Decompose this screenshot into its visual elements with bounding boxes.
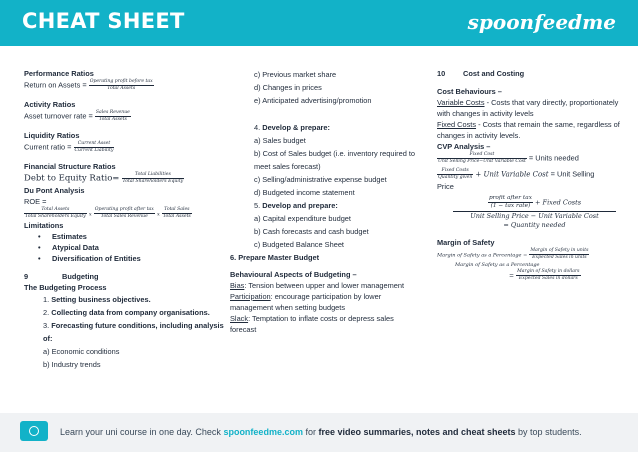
header-banner [0, 0, 638, 46]
step-4d: d) Budgeted income statement [254, 188, 355, 197]
activity-heading: Activity Ratios [24, 100, 76, 109]
step-4c: c) Selling/administrative expense budget [254, 175, 387, 184]
column-3 [437, 68, 622, 282]
mos-formula-2-label: Margin of Safety as a Percentage [455, 262, 540, 269]
step-1: 1. Setting business objectives. [43, 295, 151, 305]
item-c: c) Previous market share [254, 70, 337, 79]
limitation-item: • Diversification of Entities [24, 253, 224, 264]
participation-text: Participation: encourage participation by lower management when setting budgets [230, 292, 382, 312]
roa-fraction: $\frac{\text{Operating profit before tax}}{\text{Total Assets}}$ [89, 79, 153, 91]
video-icon [20, 421, 48, 441]
dupont-heading: Du Pont Analysis [24, 186, 85, 195]
brand-logo: spoonfeedme [467, 10, 616, 34]
atr-formula: Asset turnover rate = $\frac{\text{Sales Revenue}}{\text{Total Assets}}$ [24, 110, 130, 122]
footer-link[interactable]: spoonfeedme.com [223, 427, 303, 437]
cvp-formula-2: $\frac{\text{Fixed Costs}}{\text{Quantity given}}$ + Unit Variable Cost = Unit Selling [438, 168, 595, 180]
column-1 [24, 68, 224, 371]
step-4: 4. Develop & prepare: [254, 123, 331, 132]
step-5c: c) Budgeted Balance Sheet [254, 240, 344, 249]
slack-text: Slack: Temptation to inflate costs or depress sales forecast [230, 314, 394, 334]
mos-formula-1: Margin of Safety as a Percentage = $\frac{\text{Margin of Safety in units}}{\text{Expected Sales in units}}$ [437, 248, 589, 260]
page-title: CHEAT SHEET [22, 9, 185, 33]
step-3a: a) Economic conditions [43, 347, 120, 357]
column-2 [230, 68, 420, 335]
cost-behaviours-heading: Cost Behaviours – [437, 87, 502, 96]
limitation-item: • Atypical Data [24, 242, 224, 253]
roe-label: ROE = [24, 197, 47, 206]
cvp-formula-1: $\frac{\text{Fixed Cost}}{\text{Unit Selling Price−Unit Variable Cost}}$ = Units needed [438, 152, 579, 164]
margin-of-safety-heading: Margin of Safety [437, 238, 495, 247]
variable-costs-text: Variable Costs - Costs that vary directly, proportionately with changes in activity levels [437, 98, 619, 118]
fixed-costs-text: Fixed Costs - Costs that remain the same, regardless of changes in activity levels. [437, 120, 620, 140]
step-4b: b) Cost of Sales budget (i.e. inventory required to meet sales forecast) [254, 149, 416, 171]
cvp-heading: CVP Analysis – [437, 142, 491, 151]
step-5: 5. Develop and prepare: [254, 201, 338, 210]
limitation-item: • Estimates [24, 231, 224, 242]
financial-structure-heading: Financial Structure Ratios [24, 162, 116, 171]
de-fraction: $\frac{\text{Total Liabilities}}{\text{Total Shareholders Equity}}$ [122, 172, 184, 184]
section-10-heading: 10 Cost and Costing [437, 69, 525, 78]
step-3b: b) Industry trends [43, 360, 101, 370]
footer-text: Learn your uni course in one day. Check spoonfeedme.com for free video summaries, notes and cheat sheets by top students. [60, 427, 582, 437]
step-5b: b) Cash forecasts and cash budget [254, 227, 369, 236]
performance-heading: Performance Ratios [24, 69, 94, 78]
cvp-formula-3: $\frac{\text{profit after tax}}{\text{(1 − tax rate)}}$ + Fixed Costs Unit Selling Price − Unit Variable Cost = Quantity needed [437, 195, 622, 230]
current-ratio-formula: Current ratio = $\frac{\text{Current Asset}}{\text{Current Liability}}$ [24, 141, 114, 153]
item-d: d) Changes in prices [254, 83, 322, 92]
debt-equity-formula: Debt to Equity Ratio= $\frac{\text{Total Liabilities}}{\text{Total Shareholders Equity}}$ [24, 172, 184, 184]
section-9-heading: 9 Budgeting [24, 272, 99, 282]
cr-fraction: $\frac{\text{Current Asset}}{\text{Current Liability}}$ [74, 141, 114, 153]
bias-text: Bias: Tension between upper and lower management [230, 281, 405, 290]
dupont-formula: $\frac{\text{Total Assets}}{\text{Total Shareholders Equity}}$ x $\frac{\text{Operating profit after tax}}{\text{Total Sales Revenue}}$ x $\frac{\text{Total Sales}}{\text{Total Assets}}$ [25, 207, 191, 219]
step-5a: a) Capital expenditure budget [254, 214, 351, 223]
mos-formula-2: = $\frac{\text{Margin of Safety in dollars}}{\text{Expected Sales in dollars}}$ [509, 269, 580, 282]
roa-formula: Return on Assets = $\frac{\text{Operating profit before tax}}{\text{Total Assets}}$ [24, 79, 153, 91]
step-4a: a) Sales budget [254, 136, 306, 145]
liquidity-heading: Liquidity Ratios [24, 131, 80, 140]
item-e: e) Anticipated advertising/promotion [254, 96, 372, 105]
step-3: 3. Forecasting future conditions, including analysis of: [43, 321, 224, 344]
step-6: 6. Prepare Master Budget [230, 253, 320, 262]
footer-banner [0, 413, 638, 452]
step-2: 2. Collecting data from company organisations. [43, 308, 210, 318]
behavioural-heading: Behavioural Aspects of Budgeting – [230, 270, 357, 279]
budgeting-process-heading: The Budgeting Process [24, 283, 107, 293]
limitations-heading: Limitations [24, 221, 64, 231]
cvp-formula-2-tail: Price [437, 182, 454, 191]
atr-fraction: $\frac{\text{Sales Revenue}}{\text{Total Assets}}$ [95, 110, 130, 122]
